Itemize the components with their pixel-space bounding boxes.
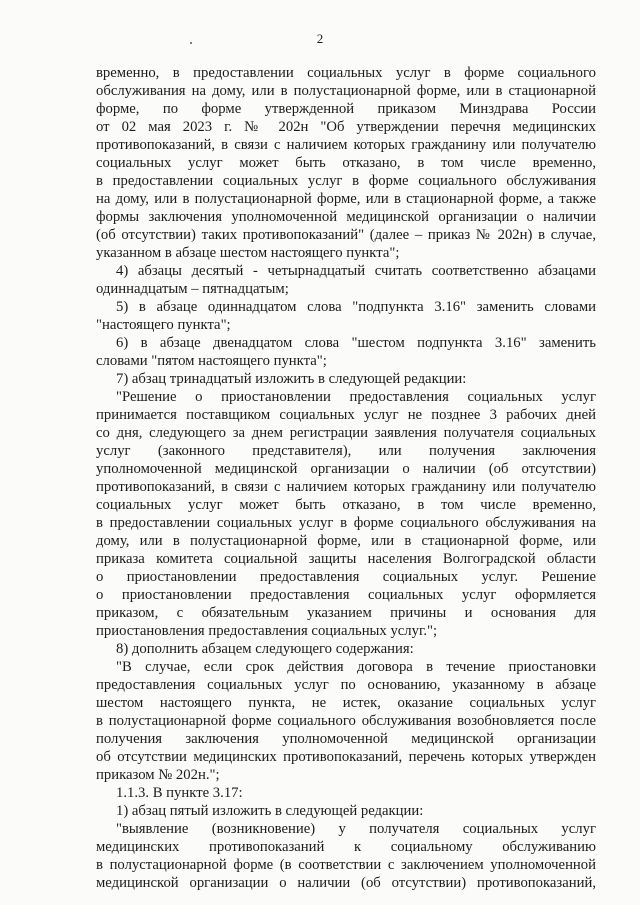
text-line: медицинской организации о наличии (об отсутствии) противопоказаний, — [96, 875, 596, 891]
text-line: (об отсутствии) таких противопоказаний" (далее – приказ № 202н) в случае, — [96, 227, 596, 243]
text-line: 6) в абзаце двенадцатом слова "шестом подпункта 3.16" заменить — [116, 335, 596, 351]
text-line: 1) абзац пятый изложить в следующей редакции: — [116, 803, 424, 819]
text-line: в полустационарной форме социального обслуживания возобновляется после — [96, 713, 596, 729]
text-line: противопоказаний, в связи с наличием которых гражданину или получателю — [96, 137, 596, 153]
text-line: в предоставлении социальных услуг в форме социального обслуживания на — [96, 515, 596, 531]
text-line: уполномоченной медицинской организации о наличии (об отсутствии) — [96, 461, 596, 477]
text-line: 7) абзац тринадцатый изложить в следующей редакции: — [116, 371, 467, 387]
text-line: форме, по форме утвержденной приказом Минздрава России — [96, 101, 596, 117]
text-line: в полустационарной форме (в соответствии с заключением уполномоченной — [96, 857, 596, 873]
text-line: дому, или в полустационарной форме, или в стационарной форме, или — [96, 533, 596, 549]
text-line: шестом настоящего пункта, не истек, оказание социальных услуг — [96, 695, 596, 711]
text-line: приказом, с обязательным указанием причины и основания для — [96, 605, 596, 621]
text-line: от 02 мая 2023 г. № 202н "Об утверждении перечня медицинских — [96, 119, 596, 135]
text-line: предоставления социальных услуг по основанию, указанному в абзаце — [96, 677, 596, 693]
text-line: о приостановлении предоставления социальных услуг оформляется — [96, 587, 596, 603]
text-line: со дня, следующего за днем регистрации заявления получателя социальных — [96, 425, 596, 441]
text-line: 8) дополнить абзацем следующего содержания: — [116, 641, 414, 657]
text-line: одиннадцатым – пятнадцатым; — [96, 281, 289, 297]
text-line: услуг (законного представителя), или получения заключения — [96, 443, 596, 459]
text-line: приостановления предоставления социальных услуг."; — [96, 623, 438, 639]
text-line: 5) в абзаце одиннадцатом слова "подпункта 3.16" заменить словами — [116, 299, 596, 315]
text-line: указанном в абзаце шестом настоящего пункта"; — [96, 245, 400, 261]
text-line: социальных услуг может быть отказано, в том числе временно, — [96, 155, 596, 171]
text-line: "Решение о приостановлении предоставления социальных услуг — [116, 389, 596, 405]
text-line: "настоящего пункта"; — [96, 317, 231, 333]
scan-speck — [190, 42, 192, 44]
text-line: временно, в предоставлении социальных услуг в форме социального — [96, 65, 596, 81]
text-line: формы заключения уполномоченной медицинской организации о наличии — [96, 209, 596, 225]
text-line: приказом № 202н."; — [96, 767, 220, 783]
text-line: 1.1.3. В пункте 3.17: — [116, 785, 243, 801]
text-line: 4) абзацы десятый - четырнадцатый считать соответственно абзацами — [116, 263, 596, 279]
text-line: в предоставлении социальных услуг в форме социального обслуживания — [96, 173, 596, 189]
text-line: "выявление (возникновение) у получателя социальных услуг — [116, 821, 596, 837]
text-line: медицинских противопоказаний к социальному обслуживанию — [96, 839, 596, 855]
text-line: социальных услуг может быть отказано, в том числе временно, — [96, 497, 596, 513]
text-line: приказа комитета социальной защиты населения Волгоградской области — [96, 551, 596, 567]
text-line: обслуживания на дому, или в полустационарной форме, или в стационарной — [96, 83, 596, 99]
text-line: на дому, или в полустационарной форме, или в стационарной форме, а также — [96, 191, 596, 207]
text-line: о приостановлении предоставления социальных услуг. Решение — [96, 569, 596, 585]
text-line: получения заключения уполномоченной медицинской организации — [96, 731, 596, 747]
text-line: принимается поставщиком социальных услуг не позднее 3 рабочих дней — [96, 407, 596, 423]
text-line: "В случае, если срок действия договора в течение приостановки — [116, 659, 596, 675]
text-line: словами "пятом настоящего пункта"; — [96, 353, 327, 369]
text-line: противопоказаний, в связи с наличием которых гражданину или получателю — [96, 479, 596, 495]
page-number: 2 — [316, 31, 324, 46]
text-line: об отсутствии медицинских противопоказаний, перечень которых утвержден — [96, 749, 596, 765]
